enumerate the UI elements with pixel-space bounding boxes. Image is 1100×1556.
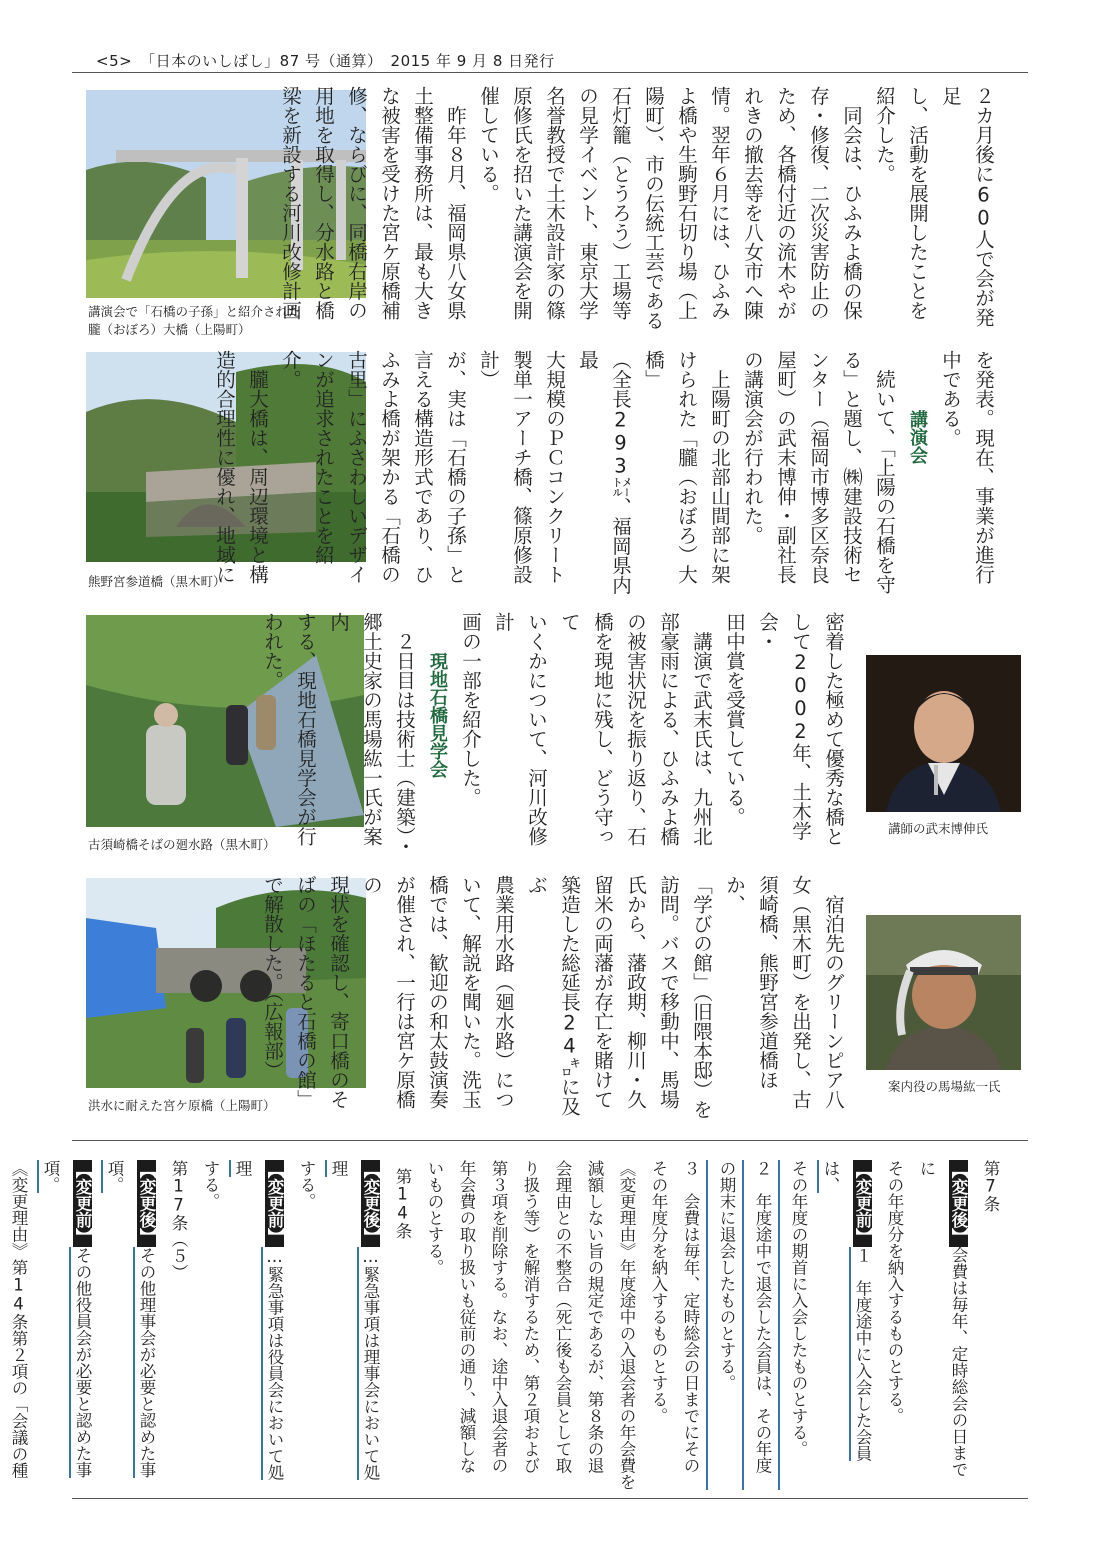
bylaw-amendments: 第7条 【変更後】会費は毎年、定時総会の日までに その年度分を納入するものとする。 【変更前】１ 年度途中に入会した会員は、 その年度の期首に入会したものとする。 ２ 年度途中で退会した会員は、その年度 の期末に退会したものとする。 ３ 会費は毎年、定時総会の日までにその その年度分を納入するものとする。 《変更理由》年度途中の入退会者の年会費を 減額しない旨の規定であるが、第８条の退 会理由との不整合（死亡後も会員として取 り扱う等）を解消するため、第２項および 第３項を削除する。なお、途中入退会者の 年会費の取り扱いも従前の通り、減額しな いものとする。 第14条 【変更後】…緊急事項は理事会において処理 する。 【変更前】…緊急事項は役員会において処理 する。 第17条（５） 【変更後】その他理事会が必要と認めた事項。 【変更前】その他役員会が必要と認めた事項。 《変更理由》第14条第２項の「会議の種 — [86, 1160, 1006, 1490]
article-block-2: を発表。現在、事業が進行 中である。 講演会 続いて、「上陽の石橋を守 る」と題し、㈱建設技術セ ンター（福岡市博多区奈良 屋町）の武末博伸・副社長 の講演会が行われた。 上陽町の北部山間部に架 けられた「朧（おぼろ）大橋」 （全長293㍍、福岡県内最 大規模のＰＣコンクリート 製単一アーチ橋、篠原修設計） が、実は「石橋の子孫」と 言える構造形式であり、ひ ふみよ橋が架かる「石橋の 古里」にふさわしいデザイ ンが追求されたことを紹介。 朧大橋は、周辺環境と構 造的合理性に優れ、地域に — [378, 350, 1000, 600]
caption-waterway: 古須崎橋そばの廻水路（黒木町） — [88, 837, 276, 852]
article-block-4: 宿泊先のグリーンピア八 女（黒木町）を出発し、古 須崎橋、熊野宮参道橋ほか、 「学びの館」（旧隈本邸）を 訪問。バスで移動中、馬場 氏から、藩政期、柳川・久 留米の両藩が存亡を賭けて 築造した総延長24㌔に及ぶ 農業用水路（廻水路）につ いて、解説を聞いた。洗玉 橋では、歓迎の和太鼓演奏 が催され、一行は宮ケ原橋の 現状を確認し、寄口橋のそ ばの「ほたると石橋の館」 で解散した。（広報部） — [261, 875, 845, 1119]
article-14-title: 第14条 — [393, 1168, 412, 1239]
article-17-title: 第17条（５） — [169, 1160, 188, 1281]
portrait-takesue — [866, 655, 1021, 812]
portrait-baba — [866, 915, 1021, 1070]
header-rule — [72, 72, 1028, 73]
article-7-title: 第7条 — [981, 1160, 1000, 1212]
caption-kumanomiya-bridge: 熊野宮参道橋（黒木町） — [88, 574, 226, 589]
caption-oboro-bridge: 講演会で「石橋の子孫」と紹介された 朧（おぼろ）大橋（上陽町） — [88, 304, 301, 337]
heading-lecture: 講演会 — [907, 410, 928, 464]
page-header: <5> 「日本のいしばし」87 号（通算） 2015 年 9 月 8 日発行 — [96, 52, 555, 70]
article-block-1: ２カ月後に60人で会が発足 し、活動を展開したことを 紹介した。 同会は、ひふみよ橋の保 存・修復、二次災害防止の ため、各橋付近の流木やが れきの撤去等を八女市へ陳 情。翌年６月には、ひふみ よ橋や生駒野石切り場（上 陽町）、市の伝統工芸である 石灯籠（とうろう）工場等 の見学イベント、東京大学 名誉教授で土木設計家の篠 原修氏を招いた講演会を開 催している。 昨年８月、福岡県八女県 土整備事務所は、最も大き な被害を受けた宮ケ原橋補 修、ならびに、同橋右岸の 用地を取得し、分水路と橋 梁を新設する河川改修計画 — [279, 86, 995, 330]
article-block-3: 密着した極めて優秀な橋と して2002年、土木学会・ 田中賞を受賞している。 講演で武末氏は、九州北 部豪雨による、ひふみよ橋 の被害状況を振り返り、石 橋を現地に残し、どう守って いくかについて、河川改修計 画の一部を紹介した。 現地石橋見学会 ２日目は技術士（建築）・ 郷土史家の馬場紘一氏が案内 する、現地石橋見学会が行 われた。 — [378, 612, 850, 862]
caption-baba: 案内役の馬場紘一氏 — [888, 1079, 1001, 1094]
caption-takesue: 講師の武末博伸氏 — [888, 821, 989, 836]
caption-miyagahara: 洪水に耐えた宮ケ原橋（上陽町） — [88, 1098, 276, 1113]
section-rule-top — [72, 1140, 1028, 1141]
heading-site-tour: 現地石橋見学会 — [427, 652, 448, 778]
section-rule-bottom — [72, 1498, 1028, 1499]
